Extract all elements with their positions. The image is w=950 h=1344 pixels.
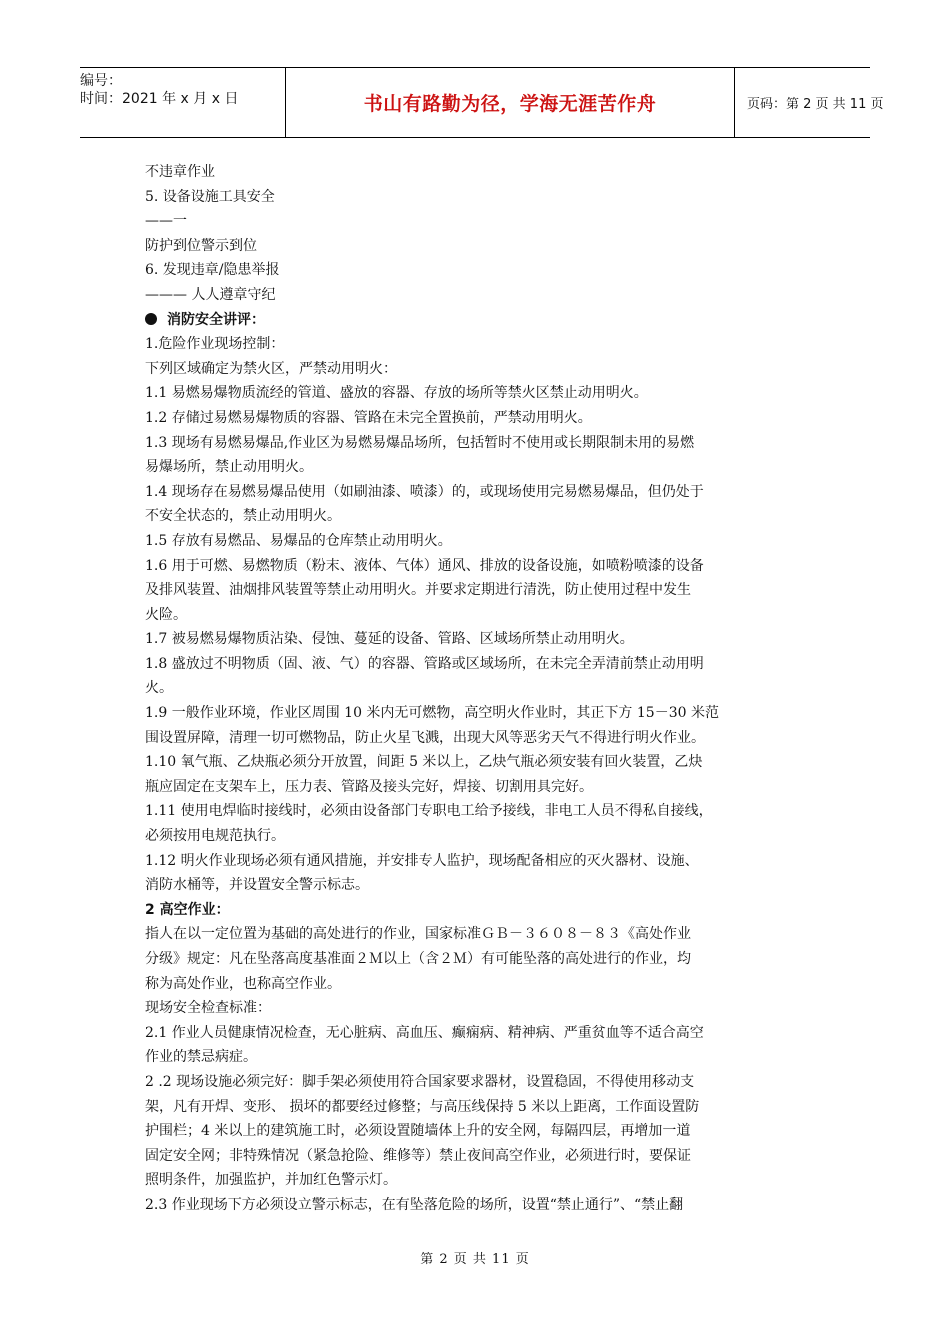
header-page-label: 页码：第 2 页 共 11 页: [747, 97, 884, 112]
header-motto-cell: [285, 68, 735, 137]
text-line: 1.3 现场有易燃易爆品,作业区为易燃易爆品场所，包括暂时不使用或长期限制未用的易燃: [145, 434, 695, 451]
text-line: 下列区域确定为禁火区，严禁动用明火：: [145, 360, 397, 377]
text-line: 作业的禁忌病症。: [145, 1049, 257, 1066]
text-line: 1.2 存储过易燃易爆物质的容器、管路在未完全置换前，严禁动用明火。: [145, 409, 592, 426]
document-body: [145, 160, 815, 1218]
page-footer: 第 2 页 共 11 页: [420, 1252, 530, 1267]
text-line: 2.1 作业人员健康情况检查，无心脏病、高血压、癫痫病、精神病、严重贫血等不适合高空: [145, 1024, 704, 1041]
list-item-6: 6. 发现违章/隐患举报: [145, 262, 280, 279]
text-line: 称为高处作业，也称高空作业。: [145, 975, 341, 992]
list-item-5: 5. 设备设施工具安全: [145, 188, 275, 205]
text-line: 1.6 用于可燃、易燃物质（粉末、液体、气体）通风、排放的设备设施，如喷粉喷漆的设备: [145, 557, 704, 574]
text-line: 1.4 现场存在易燃易爆品使用（如刷油漆、喷漆）的，或现场使用完易燃易爆品，但仍处于: [145, 483, 704, 500]
header-motto: 书山有路勤为径，学海无涯苦作舟: [363, 93, 657, 115]
text-line: 消防水桶等，并设置安全警示标志。: [145, 877, 369, 894]
text-line: 固定安全网；非特殊情况（紧急抢险、维修等）禁止夜间高空作业，必须进行时，要保证: [145, 1147, 691, 1164]
text-line: 分级》规定：凡在坠落高度基准面２Ｍ以上（含２Ｍ）有可能坠落的高处进行的作业，均: [145, 951, 691, 967]
text-line: 围设置屏障，清理一切可燃物品，防止火星飞溅，出现大风等恶劣天气不得进行明火作业。: [145, 729, 705, 746]
text-line: 1.10 氧气瓶、乙炔瓶必须分开放置，间距 5 米以上，乙炔气瓶必须安装有回火装置，乙炔: [145, 754, 703, 771]
text-line: 1.9 一般作业环境，作业区周围 10 米内无可燃物，高空明火作业时，其正下方 15－30 米范: [145, 705, 719, 722]
text-line: 架，凡有开焊、变形、 损坏的都要经过修整；与高压线保持 5 米以上距离，工作面设置防: [145, 1098, 700, 1115]
text-line: 瓶应固定在支架车上，压力表、管路及接头完好，焊接、切割用具完好。: [145, 778, 593, 795]
text-line: 1.1 易燃易爆物质流经的管道、盛放的容器、存放的场所等禁火区禁止动用明火。: [145, 385, 648, 402]
text-line: 1.12 明火作业现场必须有通风措施，并安排专人监护，现场配备相应的灭火器材、设施、: [145, 852, 699, 869]
header-meta: [80, 68, 285, 137]
text-line: 不违章作业: [145, 164, 215, 180]
text-line: 照明条件，加强监护，并加红色警示灯。: [145, 1172, 397, 1189]
text-line: 火险。: [145, 606, 187, 623]
text-line: 易爆场所，禁止动用明火。: [145, 459, 313, 476]
text-line: 防护到位警示到位: [145, 237, 257, 254]
text-line: 必须按用电规范执行。: [145, 828, 285, 845]
text-line: 2 .2 现场设施必须完好：脚手架必须使用符合国家要求器材，设置稳固，不得使用移动支: [145, 1073, 695, 1090]
text-line: 1.8 盛放过不明物质（固、液、气）的容器、管路或区域场所，在未完全弄清前禁止动用明: [145, 655, 704, 672]
text-line: 1.11 使用电焊临时接线时，必须由设备部门专职电工给予接线，非电工人员不得私自接线，: [145, 803, 713, 820]
text-line: 2.3 作业现场下方必须设立警示标志，在有坠落危险的场所，设置“禁止通行”、“禁止翻: [145, 1196, 684, 1213]
bullet-icon: [145, 313, 157, 325]
text-line: ——一: [145, 213, 187, 230]
page-header: [80, 67, 884, 138]
section-heading-high-altitude: 2 高空作业：: [145, 901, 230, 918]
text-line: 1.7 被易燃易爆物质沾染、侵蚀、蔓延的设备、管路、区域场所禁止动用明火。: [145, 631, 634, 648]
section-heading-fire-safety: [145, 308, 815, 333]
header-page-info: [735, 68, 884, 137]
text-line: 不安全状态的，禁止动用明火。: [145, 508, 341, 525]
text-line: 及排风装置、油烟排风装置等禁止动用明火。并要求定期进行清洗，防止使用过程中发生: [145, 582, 691, 599]
text-line: 火。: [145, 680, 173, 697]
text-line: 1.危险作业现场控制：: [145, 336, 285, 353]
text-line: 指人在以一定位置为基础的高处进行的作业，国家标准ＧＢ－３６０８－８３《高处作业: [145, 926, 691, 943]
text-line: 护围栏；4 米以上的建筑施工时，必须设置随墙体上升的安全网，每隔四层，再增加一道: [145, 1123, 691, 1140]
text-line: 现场安全检查标准：: [145, 1000, 271, 1017]
text-line: 1.5 存放有易燃品、易爆品的仓库禁止动用明火。: [145, 532, 452, 549]
document-number: 编号：: [80, 73, 122, 89]
section-heading-text: 消防安全讲评：: [167, 311, 265, 328]
text-line: ——— 人人遵章守纪: [145, 286, 276, 303]
document-date: 时间：2021 年 x 月 x 日: [80, 91, 239, 107]
